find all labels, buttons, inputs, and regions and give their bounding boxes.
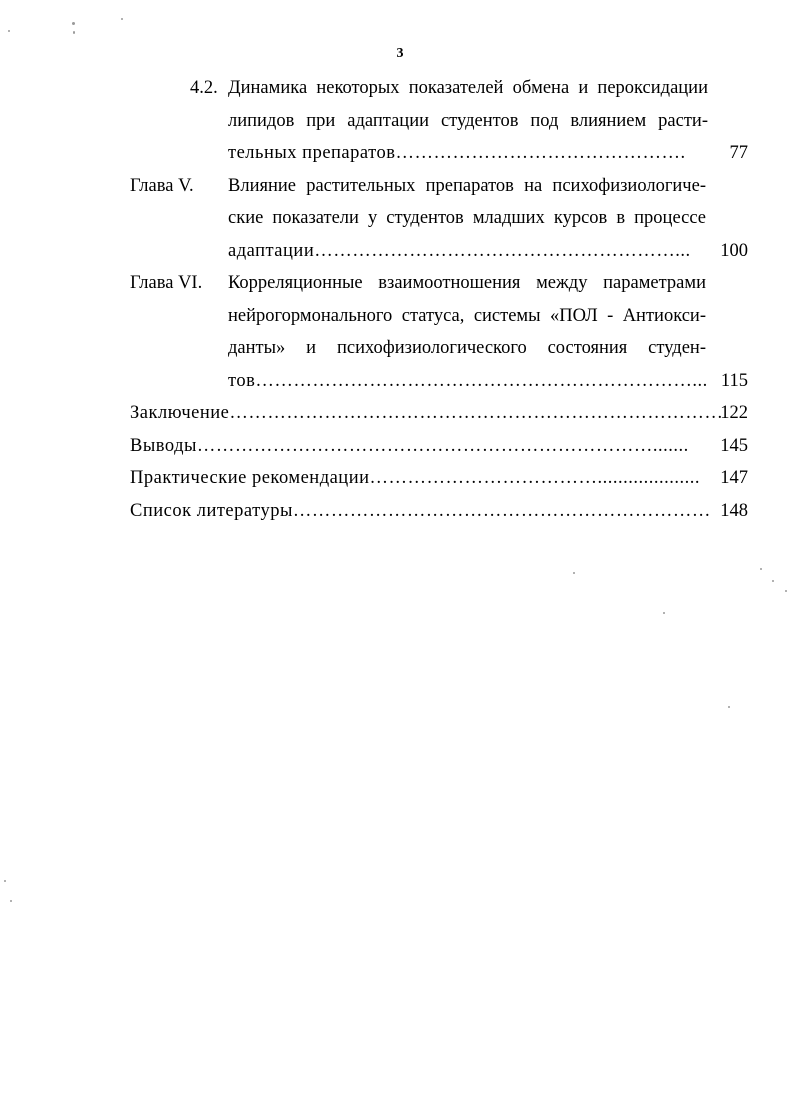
scan-speck bbox=[663, 612, 665, 614]
toc-entry-page: 122 bbox=[720, 403, 748, 423]
toc-entry-line: Динамика некоторых показателей обмена и пероксидации bbox=[228, 78, 708, 98]
toc-entry-line: нейрогормонального статуса, системы «ПОЛ - Антиокси- bbox=[228, 305, 706, 326]
scan-speck bbox=[73, 31, 75, 34]
toc-entry-page: 148 bbox=[720, 500, 748, 521]
toc-entry-page: 77 bbox=[729, 143, 748, 163]
table-of-contents bbox=[0, 72, 800, 527]
scan-speck bbox=[10, 900, 12, 902]
toc-entry-page: 115 bbox=[720, 370, 748, 391]
scan-speck bbox=[121, 18, 123, 20]
scan-speck bbox=[4, 880, 6, 882]
toc-entry-label: Глава VI. bbox=[130, 273, 203, 293]
toc-entry-4-2 bbox=[0, 72, 800, 170]
scan-speck bbox=[760, 568, 762, 570]
toc-entry-conclusion bbox=[0, 397, 800, 430]
scan-speck bbox=[728, 706, 730, 708]
scan-speck bbox=[573, 572, 575, 574]
toc-entry-line: тов……………………………………………………………... bbox=[228, 370, 708, 391]
toc-entry-title: Практические рекомендации……………………………….................... bbox=[130, 468, 701, 488]
toc-entry-page: 145 bbox=[720, 435, 748, 456]
page-number: 3 bbox=[396, 46, 404, 61]
toc-entry-line: ские показатели у студентов младших курсов в процессе bbox=[228, 208, 706, 228]
toc-entry-recommendations bbox=[0, 462, 800, 495]
toc-entry-title: Список литературы………………………………………………………… bbox=[130, 500, 711, 521]
toc-entry-page: 100 bbox=[720, 240, 748, 261]
scan-speck bbox=[8, 30, 10, 32]
toc-entry-line: тельных препаратов………………………………………. bbox=[228, 143, 686, 163]
toc-entry-chapter-5 bbox=[0, 170, 800, 268]
toc-entry-line: Корреляционные взаимоотношения между параметрами bbox=[228, 273, 706, 293]
toc-entry-label: Глава V. bbox=[130, 175, 194, 196]
scan-speck bbox=[772, 580, 774, 582]
toc-entry-chapter-6 bbox=[0, 267, 800, 397]
toc-entry-label: 4.2. bbox=[190, 78, 218, 98]
toc-entry-page: 147 bbox=[720, 468, 748, 488]
toc-entry-line: Влияние растительных препаратов на психофизиологиче- bbox=[228, 175, 706, 196]
toc-entry-title: Заключение…………………………………………………………………… bbox=[130, 403, 724, 423]
toc-entry-line: данты» и психофизиологического состояния студен- bbox=[228, 338, 706, 358]
toc-entry-line: адаптации…………………………………………………... bbox=[228, 240, 691, 261]
toc-entry-line: липидов при адаптации студентов под влиянием расти- bbox=[228, 110, 708, 131]
toc-entry-findings bbox=[0, 430, 800, 463]
scan-speck bbox=[72, 22, 75, 25]
toc-entry-title: Выводы………………………………………………………………....... bbox=[130, 435, 689, 456]
scan-speck bbox=[785, 590, 787, 592]
toc-entry-references bbox=[0, 495, 800, 528]
